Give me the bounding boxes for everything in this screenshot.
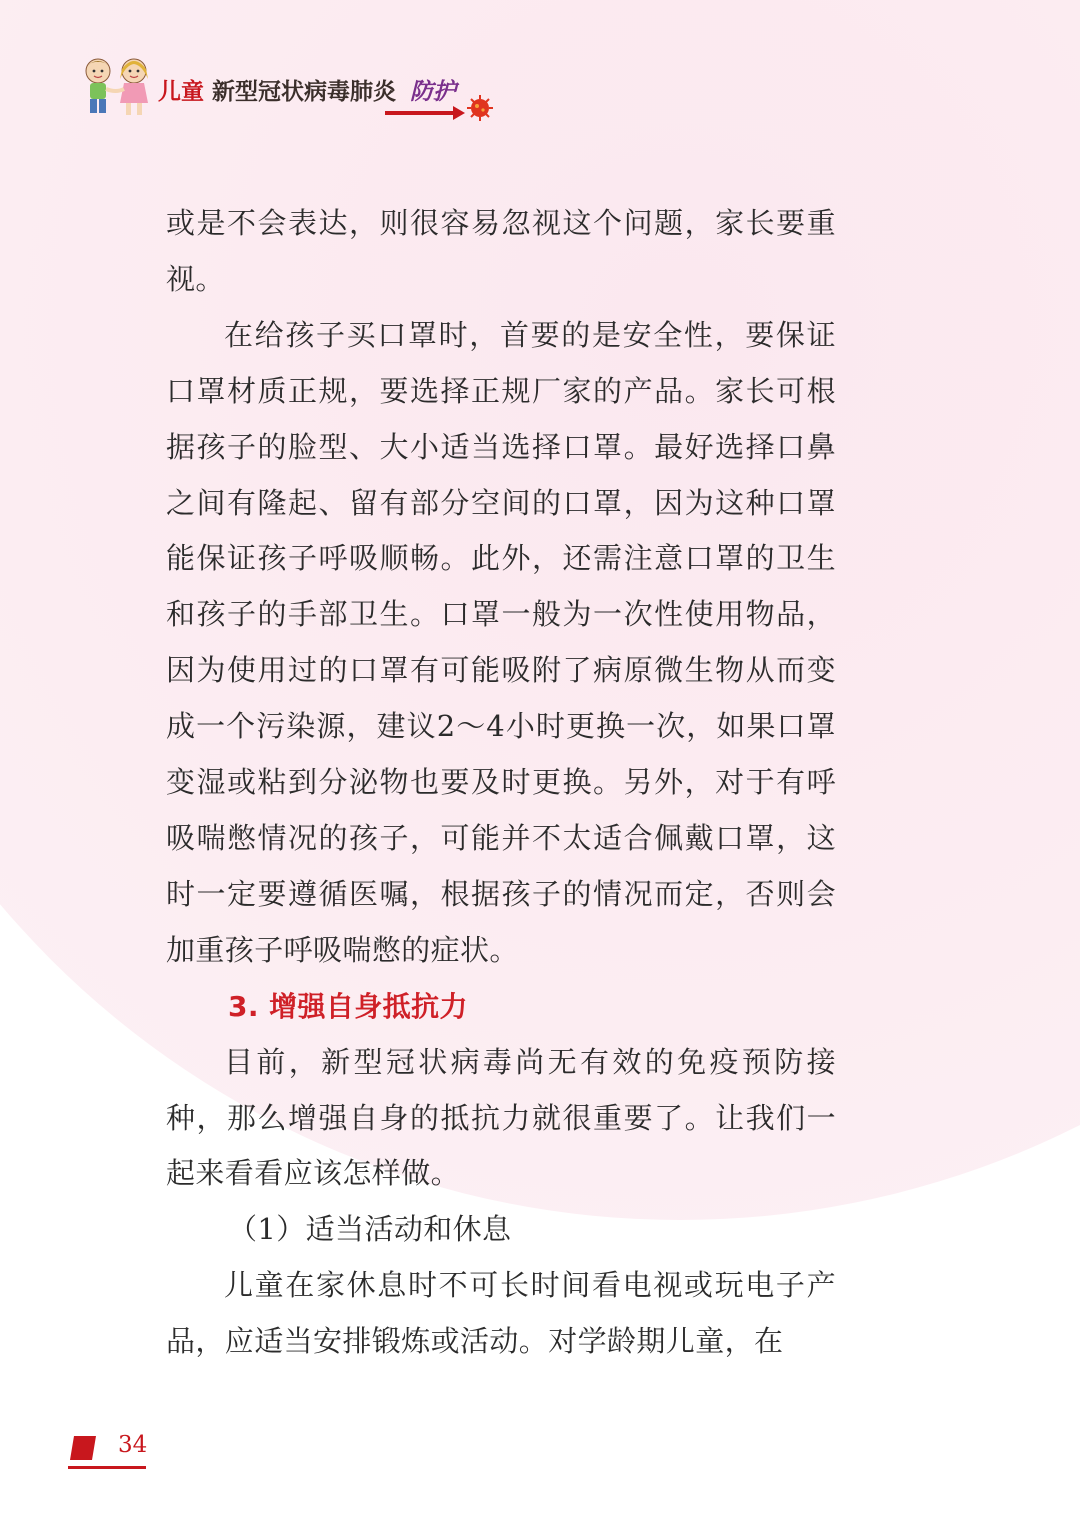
page-number: 34 xyxy=(118,1432,148,1458)
children-holding-hands-icon xyxy=(78,55,156,121)
paragraph: 儿童在家休息时不可长时间看电视或玩电子产品，应适当安排锻炼或活动。对学龄期儿童，在 xyxy=(166,1268,836,1359)
header-title-protection: 防护 xyxy=(410,78,457,105)
footer-divider xyxy=(68,1466,146,1469)
subsection-heading: （1）适当活动和休息 xyxy=(228,1212,512,1247)
page-header xyxy=(78,55,518,125)
paragraph: 目前，新型冠状病毒尚无有效的免疫预防接种，那么增强自身的抵抗力就很重要了。让我们一起来看看应该怎样做。 xyxy=(166,1044,836,1191)
body-content xyxy=(166,196,836,1370)
paragraph: 在给孩子买口罩时，首要的是安全性，要保证口罩材质正规，要选择正规厂家的产品。家长可根据孩子的脸型、大小适当选择口罩。最好选择口鼻之间有隆起、留有部分空间的口罩，因为这种口罩能保证孩子呼吸顺畅。此外，还需注意口罩的卫生和孩子的手部卫生。口罩一般为一次性使用物品，因为使用过的口罩有可能吸附了病原微生物从而变成一个污染源，建议2～4小时更换一次，如果口罩变湿或粘到分泌物也要及时更换。另外，对于有呼吸喘憋情况的孩子，可能并不太适合佩戴口罩，这时一定要遵循医嘱，根据孩子的情况而定，否则会加重孩子呼吸喘憋的症状。 xyxy=(166,317,836,967)
book-icon xyxy=(68,1432,98,1462)
header-title-children: 儿童 xyxy=(158,78,204,105)
page-footer xyxy=(68,1432,148,1472)
paragraph: 或是不会表达，则很容易忽视这个问题，家长要重视。 xyxy=(166,206,836,296)
section-heading: 3. 增强自身抵抗力 xyxy=(228,989,468,1023)
arrow-virus-icon xyxy=(383,93,498,125)
header-title-covid: 新型冠状病毒肺炎 xyxy=(212,78,397,105)
